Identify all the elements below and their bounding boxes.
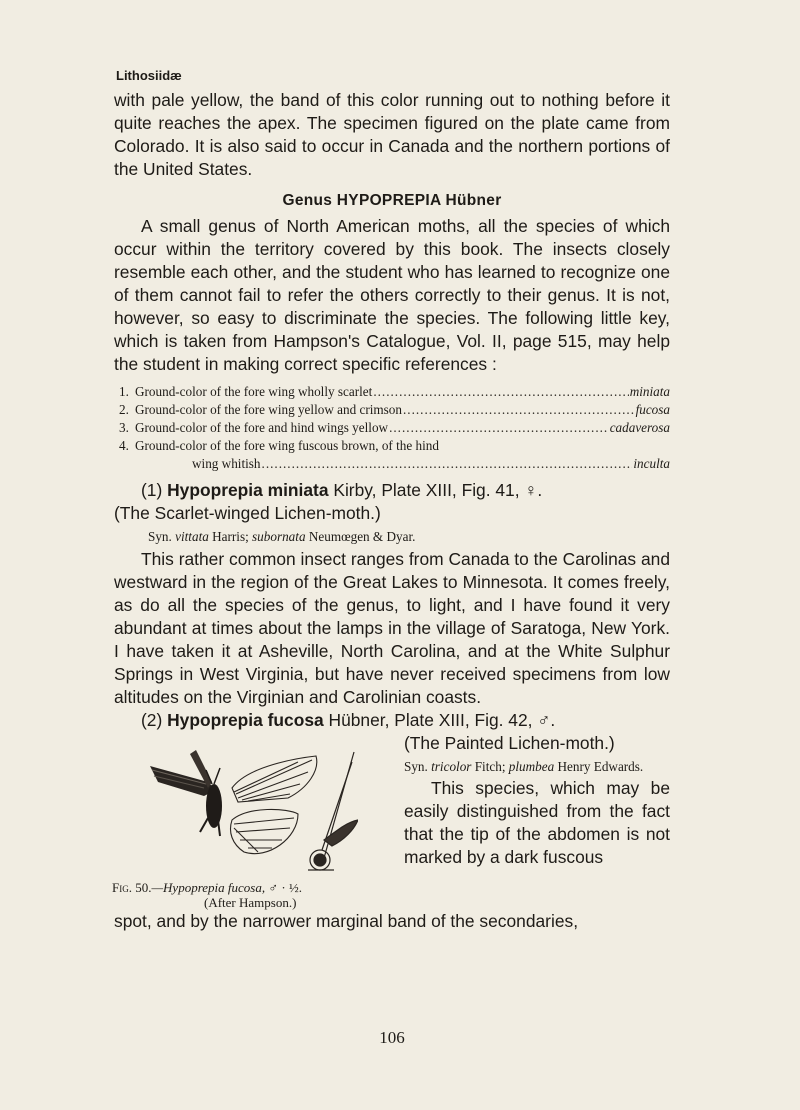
figure-side-text	[402, 732, 670, 910]
wing-venation-icon	[231, 756, 317, 854]
figure-label: Fig. 50.	[112, 880, 152, 895]
key-text: Ground-color of the fore wing wholly scarlet	[135, 384, 373, 399]
key-leader	[373, 383, 628, 401]
key-leader	[389, 419, 609, 437]
figure-title: —Hypoprepia fucosa,	[151, 880, 266, 895]
species-paragraph-miniata: This rather common insect ranges from Canada to the Carolinas and westward in the region of the Great Lakes to Minnesota. It comes freely, as do all the species of the genus, to light, and I have found it very abundant at times about the lamps in the village of Saratoga, New York. I have taken it at Asheville, North Carolina, and at the White Sulphur Springs in West Virginia, but have never received specimens from low altitudes on the Virginian and Carolinian coasts.	[114, 549, 670, 707]
key-text: Ground-color of the fore wing yellow and crimson	[135, 402, 402, 417]
species-authority: Kirby, Plate XIII, Fig. 41, ♀.	[333, 480, 543, 500]
synonym-author: Harris;	[212, 529, 249, 544]
key-number: 3.	[119, 420, 129, 435]
syn-label: Syn.	[148, 529, 172, 544]
synonymy-fucosa	[404, 758, 670, 775]
key-number: 4.	[119, 438, 129, 453]
synonym-author: Fitch;	[474, 759, 506, 774]
synonym: vittata	[175, 529, 209, 544]
synonym-author: Neumœgen & Dyar.	[308, 529, 416, 544]
figure-sex: ♂ · ½.	[268, 880, 302, 895]
figure-source: (After Hampson.)	[204, 895, 297, 910]
running-head: Lithosiidæ	[116, 68, 182, 83]
key-term: fucosa	[635, 402, 670, 417]
synonym-author: Henry Edwards.	[557, 759, 644, 774]
syn-label: Syn.	[404, 759, 428, 774]
intro-paragraph: with pale yellow, the band of this color running out to nothing before it quite reaches the apex. The specimen figured on the plate came from Colorado. It is also said to occur in Canada and the northern portions of the United States.	[114, 90, 670, 179]
figure-caption	[112, 880, 402, 910]
species-paragraph-fucosa: This species, which may be easily distinguished from the fact that the tip of the abdomen is not marked by a dark fuscous	[404, 778, 670, 867]
moth-specimen-icon	[150, 750, 222, 836]
synonym: tricolor	[431, 759, 472, 774]
figure-50	[114, 732, 402, 910]
species-number: (1)	[141, 480, 163, 500]
key-text: Ground-color of the fore and hind wings yellow	[135, 420, 389, 435]
key-entry	[119, 437, 670, 455]
key-text: Ground-color of the fore wing fuscous brown, of the hind	[135, 438, 439, 453]
species-name: Hypoprepia miniata	[167, 480, 329, 500]
species-name: Hypoprepia fucosa	[167, 710, 324, 730]
key-term: miniata	[629, 384, 670, 399]
moth-illustration-icon	[148, 748, 358, 878]
synonymy-miniata	[148, 527, 670, 546]
genus-heading: Genus HYPOPREPIA Hübner	[282, 192, 502, 209]
species-authority: Hübner, Plate XIII, Fig. 42, ♂.	[328, 710, 556, 730]
key-entry	[119, 419, 670, 437]
key-entry	[119, 401, 670, 419]
common-name-miniata: (The Scarlet-winged Lichen-moth.)	[114, 503, 381, 523]
key-entry-continuation	[119, 455, 670, 473]
species-number: (2)	[141, 710, 163, 730]
page	[112, 62, 670, 1047]
key-number: 1.	[119, 384, 129, 399]
synonym: subornata	[252, 529, 306, 544]
species-heading-fucosa	[114, 709, 670, 732]
species-heading-miniata	[114, 479, 670, 502]
key-entry	[119, 383, 670, 401]
key-leader	[262, 455, 633, 473]
common-name-fucosa: (The Painted Lichen-moth.)	[404, 733, 615, 753]
figure-block	[114, 732, 670, 910]
key-term: cadaverosa	[609, 420, 670, 435]
species-paragraph-fucosa-continued: spot, and by the narrower marginal band of the secondaries,	[114, 911, 579, 931]
species-key	[119, 383, 670, 473]
synonym: plumbea	[508, 759, 555, 774]
genus-paragraph: A small genus of North American moths, all the species of which occur within the territory covered by this book. The insects closely resemble each other, and the student who has learned to recognize one of them cannot fail to refer the others correctly to their genus. It is not, however, so easy to discriminate the species. The following little key, which is taken from Hampson's Catalogue, Vol. II, page 515, may help the student in making correct specific references :	[114, 216, 670, 374]
key-term: inculta	[633, 456, 670, 471]
key-text: wing whitish	[192, 456, 261, 471]
key-number: 2.	[119, 402, 129, 417]
page-number: 106	[379, 1028, 405, 1047]
key-leader	[403, 401, 635, 419]
